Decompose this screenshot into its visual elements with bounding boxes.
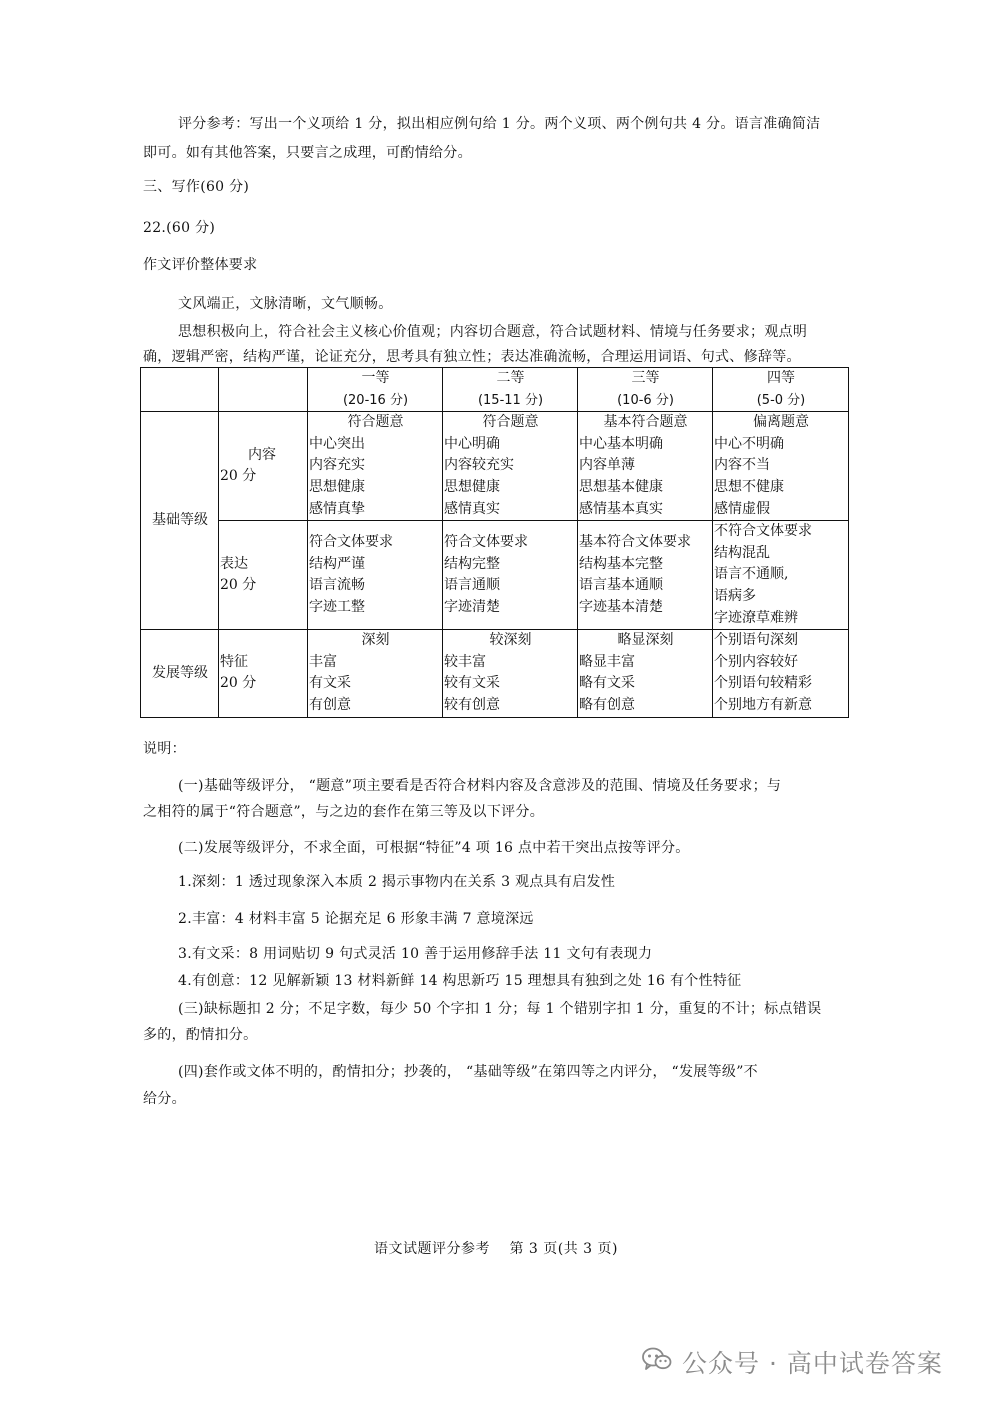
cell-line: 结构严谨 (309, 555, 365, 572)
cell-line: 略有创意 (579, 696, 635, 713)
grade-name: 二等 (496, 370, 525, 386)
cell-line: 较有创意 (444, 696, 500, 713)
empty-header-cell (219, 368, 308, 412)
expression-grade4-cell (713, 521, 849, 630)
cell-head: 略显深刻 (617, 632, 674, 649)
question-22-heading: 22.(60 分) (143, 220, 216, 236)
cell-line: 内容较充实 (444, 457, 514, 474)
note-1-line1: (一)基础等级评分， “题意”项主要看是否符合材料内容及含意涉及的范围、情境及任务要求；与 (178, 778, 782, 794)
cell-line: 中心基本明确 (579, 435, 663, 452)
style-requirement: 文风端正，文脉清晰，文气顺畅。 (178, 296, 393, 312)
cell-line: 个别内容较好 (714, 653, 798, 670)
note-2: (二)发展等级评分，不求全面，可根据“特征”4 项 16 点中若干突出点按等评分。 (178, 840, 690, 856)
page-footer: 语文试题评分参考 第 3 页(共 3 页) (374, 1241, 618, 1257)
notes-heading: 说明： (143, 741, 186, 757)
empty-header-cell (141, 368, 219, 412)
cell-line: 较丰富 (444, 653, 486, 670)
development-level-label: 发展等级 (141, 630, 219, 717)
note-3-line2: 多的，酌情扣分。 (143, 1027, 258, 1043)
note-1-line2: 之相符的属于“符合题意”，与之边的套作在第三等及以下评分。 (143, 804, 545, 820)
cell-line: 有文采 (309, 675, 351, 692)
cell-head: 符合题意 (347, 414, 404, 431)
grade-range: (10-6 分) (617, 392, 674, 408)
cell-line: 语言基本通顺 (579, 577, 663, 594)
expression-category-cell (219, 521, 308, 630)
cell-line: 符合文体要求 (444, 534, 528, 550)
cell-line: 思想不健康 (714, 478, 784, 495)
detail-creativity: 4.有创意：12 见解新颖 13 材料新鲜 14 构思新巧 15 理想具有独到之处 16 有个性特征 (178, 973, 742, 989)
grade-header-4 (713, 368, 849, 412)
cell-line: 字迹工整 (309, 598, 365, 615)
basic-level-label: 基础等级 (141, 412, 219, 630)
watermark (642, 1346, 943, 1378)
thought-requirement-line1: 思想积极向上，符合社会主义核心价值观；内容切合题意，符合试题材料、情境与任务要求；观点明 (178, 324, 808, 340)
feature-grade3-cell (578, 630, 713, 717)
cell-line: 感情基本真实 (579, 500, 663, 517)
cell-line: 基本符合文体要求 (579, 534, 691, 550)
scoring-rubric-table (140, 367, 849, 718)
cell-line: 个别语句较精彩 (714, 675, 812, 692)
cell-line: 感情真实 (444, 500, 500, 517)
grade-range: (5-0 分) (756, 392, 806, 408)
detail-richness: 2.丰富：4 材料丰富 5 论据充足 6 形象丰满 7 意境深远 (178, 911, 534, 927)
note-4-line2: 给分。 (143, 1091, 186, 1107)
wechat-icon (642, 1346, 672, 1378)
grade-header-2 (443, 368, 578, 412)
expression-row (141, 521, 849, 630)
cell-head: 偏离题意 (753, 414, 809, 431)
cell-line: 感情虚假 (714, 500, 770, 517)
cell-line: 思想基本健康 (579, 478, 663, 495)
content-grade4-cell (713, 412, 849, 521)
detail-literary: 3.有文采：8 用词贴切 9 句式灵活 10 善于运用修辞手法 11 文句有表现力 (178, 946, 653, 962)
watermark-text: 公众号 · 高中试卷答案 (682, 1349, 943, 1378)
content-grade2-cell (443, 412, 578, 521)
scoring-reference-line1: 评分参考：写出一个义项给 1 分，拟出相应例句给 1 分。两个义项、两个例句共 4 分。语言准确简洁 (178, 116, 821, 132)
feature-category-cell (219, 630, 308, 717)
cell-line: 符合文体要求 (309, 534, 393, 550)
cell-line: 语言不通顺, (714, 566, 789, 583)
grade-name: 三等 (631, 370, 660, 386)
expression-grade3-cell (578, 521, 713, 630)
expression-grade2-cell (443, 521, 578, 630)
cell-line: 内容充实 (309, 457, 365, 474)
cell-line: 内容不当 (714, 457, 770, 474)
cell-line: 略显丰富 (579, 653, 635, 670)
note-3-line1: (三)缺标题扣 2 分；不足字数，每少 50 个字扣 1 分；每 1 个错别字扣 1 分，重复的不计；标点错误 (178, 1001, 822, 1017)
cell-line: 字迹基本清楚 (579, 598, 663, 615)
feature-grade4-cell (713, 630, 849, 717)
cell-line: 结构完整 (444, 555, 500, 572)
grade-header-1 (308, 368, 443, 412)
grade-name: 四等 (767, 370, 795, 386)
content-row (141, 412, 849, 521)
cell-head: 符合题意 (482, 414, 539, 431)
expression-grade1-cell (308, 521, 443, 630)
cell-line: 不符合文体要求 (714, 523, 812, 540)
cell-line: 字迹清楚 (444, 598, 500, 615)
cell-line: 中心明确 (444, 435, 500, 452)
expression-score: 20 分 (220, 577, 257, 594)
cell-line: 个别语句深刻 (714, 632, 798, 649)
expression-label: 表达 (220, 555, 248, 572)
grade-range: (15-11 分) (477, 392, 544, 408)
thought-requirement-line2: 确，逻辑严密，结构严谨，论证充分，思考具有独立性；表达准确流畅，合理运用词语、句式、修辞等。 (143, 349, 801, 365)
detail-depth: 1.深刻：1 透过现象深入本质 2 揭示事物内在关系 3 观点具有启发性 (178, 874, 616, 890)
feature-row (141, 630, 849, 717)
feature-label: 特征 (220, 653, 248, 670)
cell-line: 语病多 (714, 587, 756, 604)
grade-name: 一等 (361, 370, 390, 386)
feature-score: 20 分 (220, 675, 257, 692)
cell-head: 基本符合题意 (603, 414, 688, 431)
content-label: 内容 (248, 446, 276, 463)
cell-line: 中心不明确 (714, 435, 784, 452)
rubric-header-row (141, 368, 849, 412)
scoring-reference-line2: 即可。如有其他答案，只要言之成理，可酌情给分。 (143, 145, 472, 161)
content-category-cell (219, 412, 308, 521)
cell-line: 语言流畅 (309, 577, 365, 594)
cell-head: 较深刻 (489, 632, 532, 649)
cell-head: 深刻 (361, 632, 390, 649)
cell-line: 思想健康 (444, 478, 500, 495)
section-heading-writing: 三、写作(60 分) (143, 179, 250, 195)
feature-grade2-cell (443, 630, 578, 717)
cell-line: 丰富 (309, 653, 337, 670)
cell-line: 个别地方有新意 (714, 696, 812, 713)
grade-range: (20-16 分) (342, 392, 409, 408)
cell-line: 结构基本完整 (579, 555, 663, 572)
cell-line: 略有文采 (579, 675, 635, 692)
cell-line: 中心突出 (309, 435, 365, 452)
content-grade1-cell (308, 412, 443, 521)
essay-overall-heading: 作文评价整体要求 (143, 257, 258, 273)
cell-line: 较有文采 (444, 675, 500, 692)
cell-line: 字迹潦草难辨 (714, 609, 798, 626)
cell-line: 内容单薄 (579, 457, 635, 474)
content-grade3-cell (578, 412, 713, 521)
cell-line: 结构混乱 (714, 544, 770, 561)
cell-line: 语言通顺 (444, 577, 500, 594)
feature-grade1-cell (308, 630, 443, 717)
grade-header-3 (578, 368, 713, 412)
cell-line: 感情真挚 (309, 500, 365, 517)
cell-line: 有创意 (309, 696, 351, 713)
note-4-line1: (四)套作或文体不明的，酌情扣分；抄袭的， “基础等级”在第四等之内评分， “发展等级”不 (178, 1064, 758, 1080)
cell-line: 思想健康 (309, 478, 365, 495)
content-score: 20 分 (220, 468, 257, 485)
